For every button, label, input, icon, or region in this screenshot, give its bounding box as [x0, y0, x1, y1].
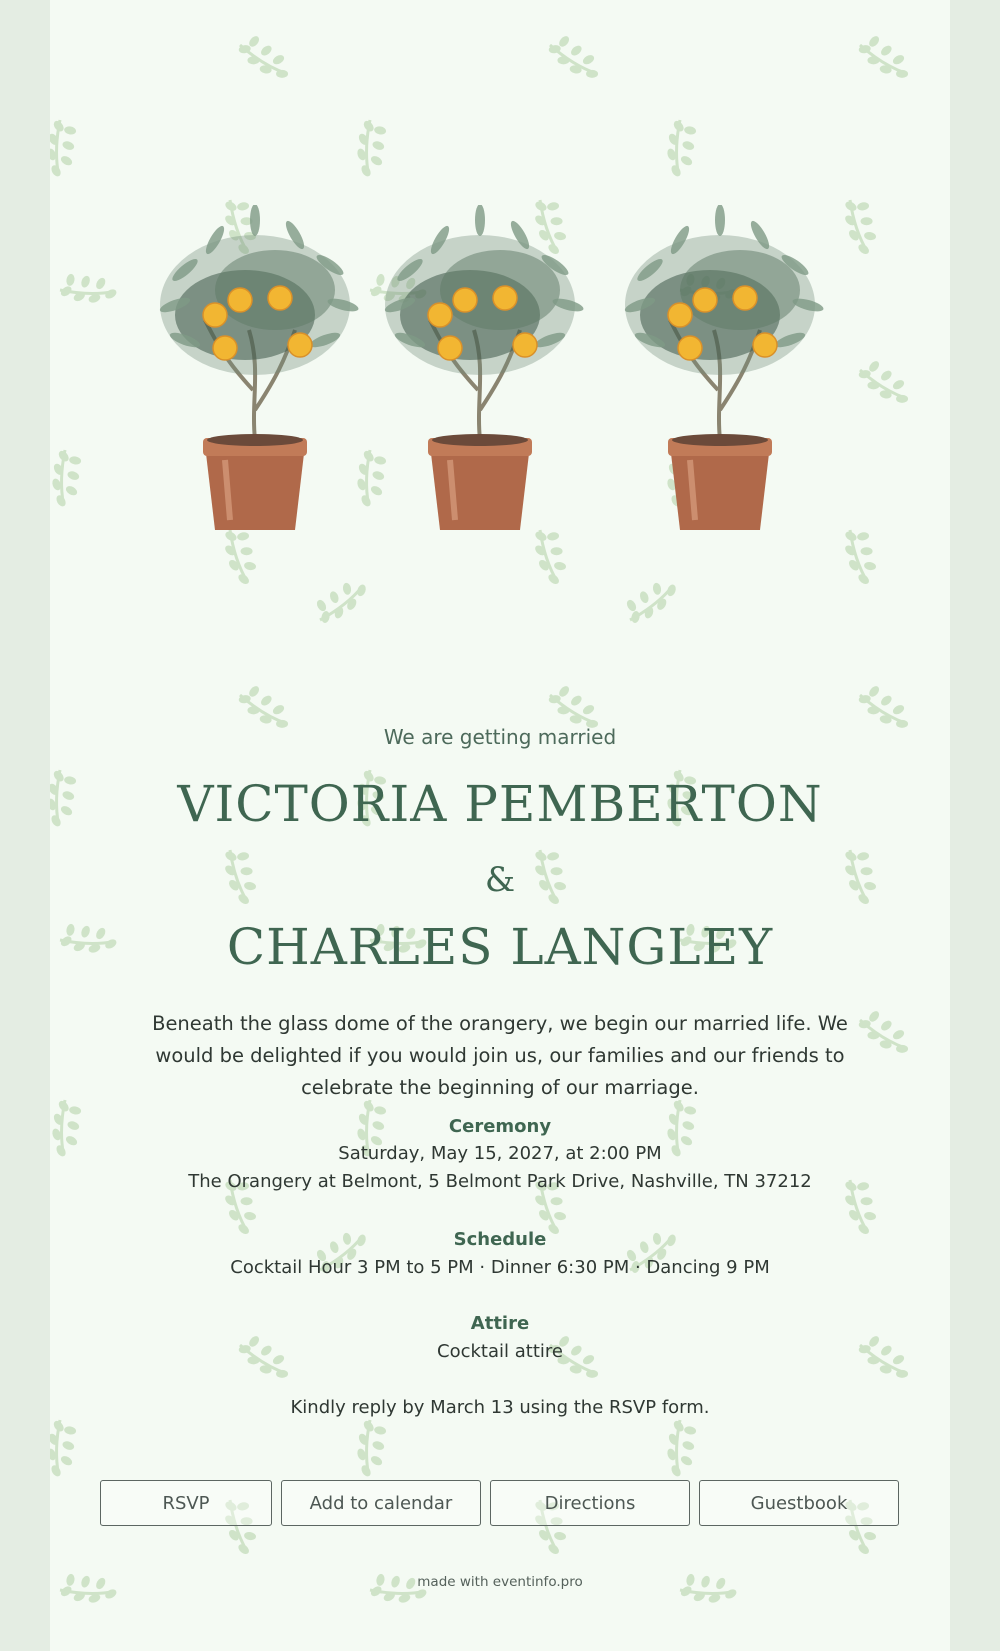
tagline: We are getting married	[383, 725, 617, 749]
schedule-text: Cocktail Hour 3 PM to 5 PM · Dinner 6:30 PM · Dancing 9 PM	[230, 1257, 770, 1278]
footer-credit[interactable]: made with eventinfo.pro	[417, 1574, 583, 1590]
ceremony-date: Saturday, May 15, 2027, at 2:00 PM	[338, 1143, 662, 1164]
ceremony-venue: The Orangery at Belmont, 5 Belmont Park Drive, Nashville, TN 37212	[188, 1171, 812, 1192]
guestbook-button[interactable]: Guestbook	[699, 1480, 899, 1526]
action-buttons	[100, 1480, 900, 1528]
add-to-calendar-button[interactable]: Add to calendar	[281, 1480, 481, 1526]
invitation-page	[50, 0, 950, 1651]
orange-tree-illustration	[130, 205, 910, 565]
directions-button[interactable]: Directions	[490, 1480, 690, 1526]
rsvp-button[interactable]: RSVP	[100, 1480, 272, 1526]
intro-text: Beneath the glass dome of the orangery, we begin our married life. We would be delighted if you would join us, our families and our friends to celebrate the beginning of our marriage.	[152, 1012, 848, 1099]
reply-note: Kindly reply by March 13 using the RSVP form.	[290, 1397, 710, 1418]
groom-name: CHARLES LANGLEY	[226, 918, 774, 976]
bride-name: VICTORIA PEMBERTON	[177, 775, 823, 833]
ceremony-heading: Ceremony	[448, 1116, 552, 1137]
attire-heading: Attire	[470, 1313, 530, 1334]
ampersand: &	[484, 860, 516, 900]
attire-text: Cocktail attire	[437, 1341, 563, 1362]
invitation-content	[50, 0, 950, 1651]
schedule-heading: Schedule	[453, 1229, 547, 1250]
